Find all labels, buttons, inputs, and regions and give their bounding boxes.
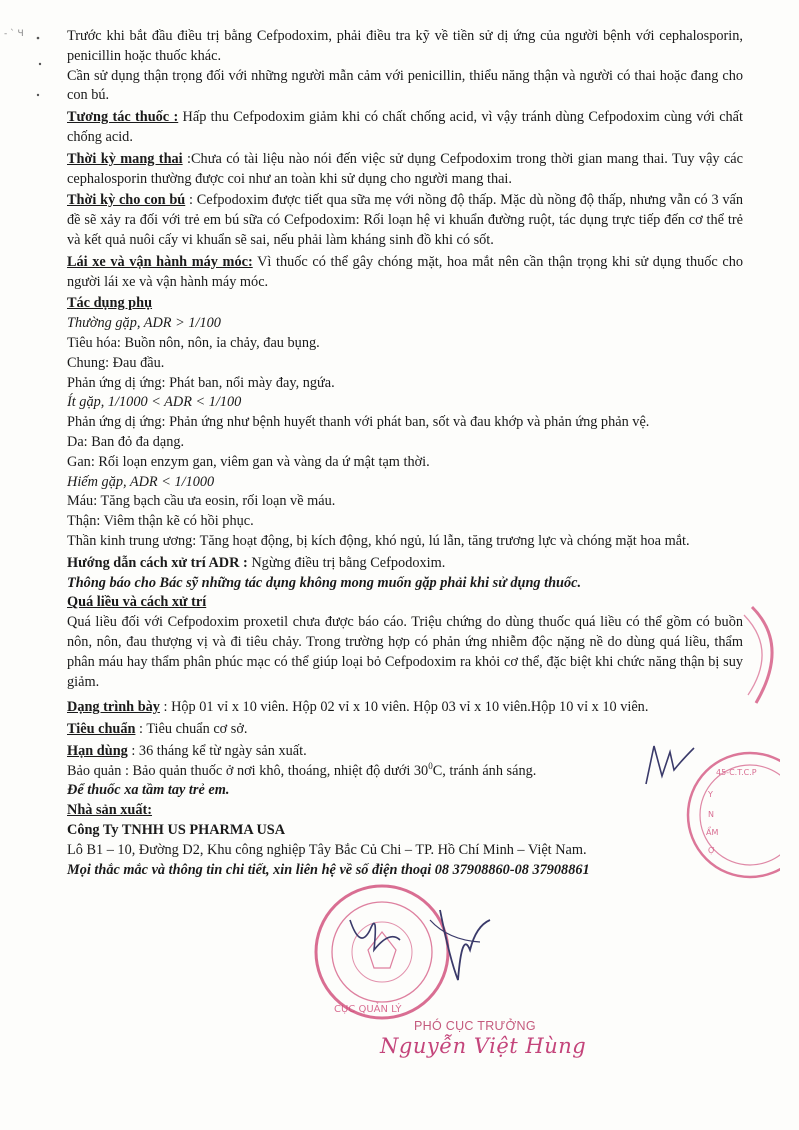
degree-superscript: 0 xyxy=(428,760,433,771)
uncommon-frequency-label: Ít gặp, 1/1000 < ADR < 1/100 xyxy=(67,394,242,411)
svg-text:ẨM: ẨM xyxy=(706,828,719,837)
adr-text: Ngừng điều trị bằng Cefpodoxim. xyxy=(247,554,446,571)
side-effect-item: Phản ứng dị ứng: Phát ban, nổi mày đay, ngứa. xyxy=(67,374,335,391)
lactation-text: : Cefpodoxim được tiết qua sữa mẹ với nồng độ thấp. Mặc dù nồng độ thấp, nhưng vẫn có 3 vấn đề sẽ xảy ra đối với trẻ em bú sữa có Cefpodoxim: Rối loạn hệ vi khuẩn đường ruột, tác dụng trực tiếp đến cơ thể trẻ và kết quả nuôi cấy vi khuẩn sẽ sai, nếu phải làm kháng sinh đồ khi có sốt. xyxy=(67,192,743,248)
adr-label: Hướng dẫn cách xử trí ADR : xyxy=(67,554,248,571)
manufacturer-address: Lô B1 – 10, Đường D2, Khu công nghiệp Tây Bắc Củ Chi – TP. Hồ Chí Minh – Việt Nam. xyxy=(67,841,587,858)
common-frequency-label: Thường gặp, ADR > 1/100 xyxy=(67,315,221,332)
contact-line: Mọi thắc mắc và thông tin chi tiết, xin liên hệ về số điện thoại 08 37908860-08 37908861 xyxy=(67,861,590,878)
svg-text:Y: Y xyxy=(708,790,713,799)
partial-seal-edge xyxy=(742,605,792,705)
manufacturer-heading: Nhà sản xuất: xyxy=(67,802,153,819)
children-warning: Để thuốc xa tầm tay trẻ em. xyxy=(67,782,230,799)
rare-frequency-label: Hiếm gặp, ADR < 1/1000 xyxy=(67,473,215,490)
standard-text: : Tiêu chuẩn cơ sở. xyxy=(135,721,248,738)
svg-text:N: N xyxy=(708,810,714,819)
caution-paragraph: Cần sử dụng thận trọng đối với những người mẫn cảm với penicillin, thiểu năng thận và người có thai hoặc đang cho con bú. xyxy=(67,67,743,104)
standard-paragraph xyxy=(67,720,743,740)
overdose-heading: Quá liều và cách xử trí xyxy=(67,594,207,611)
storage-text: Bảo quản : Bảo quản thuốc ở nơi khô, thoáng, nhiệt độ dưới 30 xyxy=(67,762,429,779)
pregnancy-text: :Chưa có tài liệu nào nói đến việc sử dụng Cefpodoxim trong thời gian mang thai. Tuy vậy các cephalosporin thường được coi như an toàn khi sử dụng cho người mang thai. xyxy=(67,150,743,187)
svg-text:Ợ: Ợ xyxy=(708,846,716,855)
driving-paragraph xyxy=(67,253,743,293)
side-effect-item: Phản ứng dị ứng: Phản ứng như bệnh huyết thanh với phát ban, sốt và đau khớp và phản ứng phản vệ. xyxy=(67,414,650,431)
side-effect-item: Máu: Tăng bạch cầu ưa eosin, rối loạn về máu. xyxy=(67,493,336,510)
svg-text:CỤC QUẢN LÝ: CỤC QUẢN LÝ xyxy=(334,1004,402,1015)
signatory-title: PHÓ CỤC TRƯỞNG xyxy=(414,1019,536,1033)
side-effect-item: Chung: Đau đầu. xyxy=(67,354,165,371)
packaging-label: Dạng trình bày xyxy=(67,699,160,716)
scan-margin-marks xyxy=(0,0,60,110)
packaging-text: : Hộp 01 vỉ x 10 viên. Hộp 02 vỉ x 10 viên. Hộp 03 vỉ x 10 viên.Hộp 10 vỉ x 10 viên. xyxy=(159,699,649,716)
side-effect-item: Da: Ban đỏ đa dạng. xyxy=(67,433,185,450)
shelf-life-text: : 36 tháng kể từ ngày sản xuất. xyxy=(127,742,307,759)
svg-text:45-C.T.C.P: 45-C.T.C.P xyxy=(716,768,757,777)
svg-text:- ` Ч: - ` Ч xyxy=(4,29,24,39)
shelf-life-label: Hạn dùng xyxy=(67,742,128,759)
standard-label: Tiêu chuẩn xyxy=(67,721,136,738)
allergy-history-paragraph: Trước khi bắt đầu điều trị bằng Cefpodoxim, phải điều tra kỹ về tiền sử dị ứng của người bệnh với cephalosporin, penicillin hoặc thuốc khác. xyxy=(67,28,743,64)
side-effect-item: Thần kinh trung ương: Tăng hoạt động, bị kích động, khó ngủ, lú lẫn, tăng trương lực và chóng mặt hoa mắt. xyxy=(67,532,690,549)
signature-mark xyxy=(330,890,500,1000)
side-effect-item: Thận: Viêm thận kẽ có hồi phục. xyxy=(67,513,254,530)
lactation-label: Thời kỳ cho con bú xyxy=(67,192,186,209)
packaging-paragraph xyxy=(67,698,743,718)
driving-text: Vì thuốc có thể gây chóng mặt, hoa mắt nên cần thận trọng khi sử dụng thuốc cho người lái xe và vận hành máy móc. xyxy=(67,253,743,290)
adr-guidance-paragraph xyxy=(67,554,743,574)
pregnancy-paragraph xyxy=(67,150,743,190)
signature-mark xyxy=(640,740,700,790)
lactation-paragraph xyxy=(67,191,743,250)
manufacturer-company: Công Ty TNHH US PHARMA USA xyxy=(67,822,286,839)
side-effect-item: Tiêu hóa: Buồn nôn, nôn, ỉa chảy, đau bụng. xyxy=(67,334,320,351)
signatory-name: Nguyễn Việt Hùng xyxy=(380,1034,587,1058)
storage-text-end: C, tránh ánh sáng. xyxy=(432,762,537,779)
driving-label: Lái xe và vận hành máy móc: xyxy=(67,253,253,270)
adverse-effect-notice: Thông báo cho Bác sỹ những tác dụng không mong muốn gặp phải khi sử dụng thuốc. xyxy=(67,574,582,591)
interaction-text: Hấp thu Cefpodoxim giảm khi có chất chống acid, vì vậy tránh dùng Cefpodoxim cùng với chất chống acid. xyxy=(67,109,743,145)
pregnancy-label: Thời kỳ mang thai xyxy=(67,150,183,167)
side-effect-item: Gan: Rối loạn enzym gan, viêm gan và vàng da ứ mật tạm thời. xyxy=(67,453,430,470)
side-effects-heading: Tác dụng phụ xyxy=(67,295,153,312)
interaction-label: Tương tác thuốc : xyxy=(67,109,179,126)
overdose-paragraph: Quá liều đối với Cefpodoxim proxetil chưa được báo cáo. Triệu chứng do dùng thuốc quá liều có thể gồm có buồn nôn, nôn, đau thượng vị và đi tiêu chảy. Trong trường hợp có phản ứng nhiễm độc nặng nề do dùng quá liều, thẩm phân máu hay thẩm phân phúc mạc có thể giúp loại bỏ Cefpodoxim ra khỏi cơ thể, đặc biệt khi chức năng thận bị suy giảm. xyxy=(67,614,743,690)
interaction-paragraph xyxy=(67,108,743,148)
